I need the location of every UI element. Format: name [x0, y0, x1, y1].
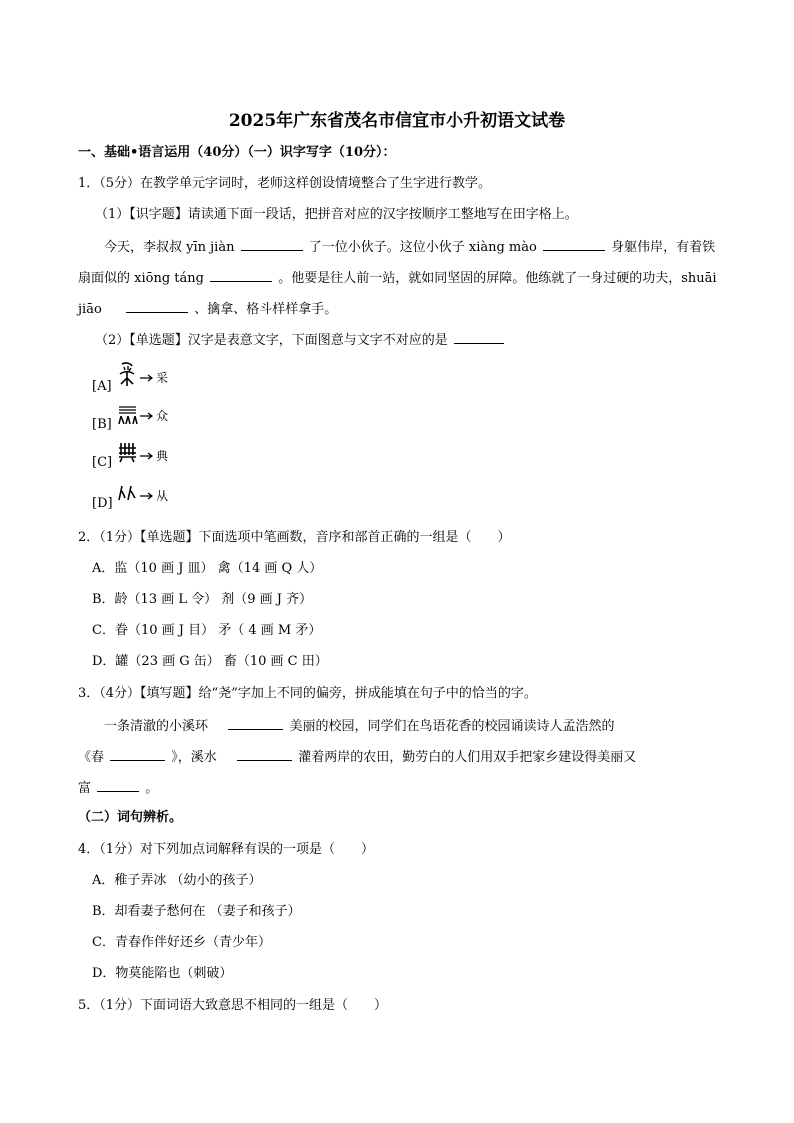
arrow-right-icon [140, 492, 154, 500]
option-b-label: [B] [92, 417, 112, 432]
question-1-sub1: （1）【识字题】请读通下面一段话，把拼音对应的汉字按顺序工整地写在田字格上。 [95, 207, 578, 222]
ancient-dian-glyph-icon [116, 440, 140, 464]
ancient-zhong-glyph-icon [116, 404, 140, 426]
option-c-image[interactable] [116, 440, 140, 464]
ancient-cong-glyph-icon [116, 482, 140, 504]
paragraph-text: 了一位小伙子。这位小伙子 xiàng mào [308, 240, 537, 255]
sentence-text: 灌着两岸的农田，勤劳白的人们用双手把家乡建设得美丽又 [298, 750, 637, 765]
answer-blank[interactable] [543, 238, 605, 251]
section-heading-basics: 一、基础•语言运用（40分）（一）识字写字（10分）： [78, 145, 396, 160]
question-1-paragraph-line1 [104, 238, 715, 256]
answer-blank[interactable] [97, 779, 139, 792]
paragraph-text: 扇面似的 xiōng táng [78, 271, 204, 286]
option-d-modern [140, 488, 168, 505]
answer-blank[interactable] [228, 717, 283, 730]
paragraph-text: 身躯伟岸，有着铁 [611, 240, 716, 255]
paragraph-text: 。他要是往人前一站，就如同坚固的屏障。他练就了一身过硬的功夫，shuāi [278, 271, 717, 286]
question-2-option-a[interactable]: A．监（10 画 J 皿） 禽（14 画 Q 人） [92, 561, 323, 576]
sentence-text: 美丽的校园，同学们在鸟语花香的校园诵读诗人孟浩然的 [289, 719, 615, 734]
arrow-right-icon [140, 452, 154, 460]
option-d-label: [D] [92, 496, 113, 511]
option-b-modern [140, 408, 168, 425]
question-1-paragraph-line2 [78, 269, 717, 287]
answer-blank[interactable] [241, 238, 303, 251]
sub2-text: （2）【单选题】汉字是表意文字，下面图意与文字不对应的是 [95, 333, 448, 348]
answer-blank[interactable] [110, 748, 165, 761]
option-d-char: 从 [156, 489, 169, 503]
arrow-right-icon [140, 412, 154, 420]
question-4-option-c[interactable]: C．青春作伴好还乡（青少年） [92, 935, 271, 950]
option-c-label: [C] [92, 455, 113, 470]
question-3-line2 [78, 748, 636, 766]
question-2-stem: 2．（1分）【单选题】下面选项中笔画数，音序和部首正确的一组是（ ） [78, 530, 511, 545]
sentence-text: 一条清澈的小溪环 [104, 719, 209, 734]
arrow-right-icon [140, 374, 154, 382]
question-4-stem: 4．（1分）对下列加点词解释有误的一项是（ ） [78, 842, 375, 857]
paragraph-text: jiāo [78, 302, 102, 317]
question-4-option-a[interactable]: A．稚子弄冰 （幼小的孩子） [92, 873, 262, 888]
question-5-stem: 5．（1分）下面词语大致意思不相同的一组是（ ） [78, 998, 388, 1013]
sentence-text: 。 [145, 781, 159, 796]
sentence-text: 》，溪水 [171, 750, 217, 765]
answer-blank[interactable] [454, 331, 504, 344]
option-d-image[interactable] [116, 482, 140, 504]
option-a-char: 采 [156, 371, 169, 385]
option-b-char: 众 [156, 409, 169, 423]
sentence-text: 富 [78, 781, 92, 796]
question-3-line1 [104, 717, 614, 735]
question-4-option-b[interactable]: B．却看妻子愁何在 （妻子和孩子） [92, 904, 301, 919]
answer-blank[interactable] [237, 748, 292, 761]
ancient-cai-glyph-icon [116, 360, 140, 388]
answer-blank[interactable] [210, 269, 272, 282]
question-1-sub2 [95, 331, 506, 349]
question-3-line3 [78, 779, 158, 797]
paragraph-text: 今天，李叔叔 yīn jiàn [104, 240, 235, 255]
page-title: 2025年广东省茂名市信宜市小升初语文试卷 [228, 111, 566, 131]
option-c-modern [140, 448, 168, 465]
option-a-label: [A] [92, 379, 112, 394]
option-b-image[interactable] [116, 404, 140, 426]
question-2-option-d[interactable]: D．罐（23 画 G 缶） 畜（10 画 C 田） [92, 654, 328, 669]
option-a-image[interactable] [116, 360, 140, 388]
option-a-modern [140, 370, 168, 387]
question-4-option-d[interactable]: D．物莫能陷也（刺破） [92, 966, 233, 981]
question-1-paragraph-line3 [78, 300, 337, 318]
question-2-option-c[interactable]: C．眷（10 画 J 目） 矛（ 4 画 M 矛） [92, 623, 322, 638]
section-heading-words: （二）词句辨析。 [78, 810, 183, 825]
question-1-stem: 1．（5分）在教学单元字词时，老师这样创设情境整合了生字进行教学。 [78, 176, 492, 191]
question-2-option-b[interactable]: B．龄（13 画 L 令） 剂（9 画 J 齐） [92, 592, 313, 607]
answer-blank[interactable] [126, 300, 188, 313]
option-c-char: 典 [156, 449, 169, 463]
question-3-stem: 3．（4分）【填写题】给“尧”字加上不同的偏旁，拼成能填在句子中的恰当的字。 [78, 686, 537, 701]
paragraph-text: 、擒拿、格斗样样拿手。 [194, 302, 338, 317]
sentence-text: 《春 [78, 750, 105, 765]
